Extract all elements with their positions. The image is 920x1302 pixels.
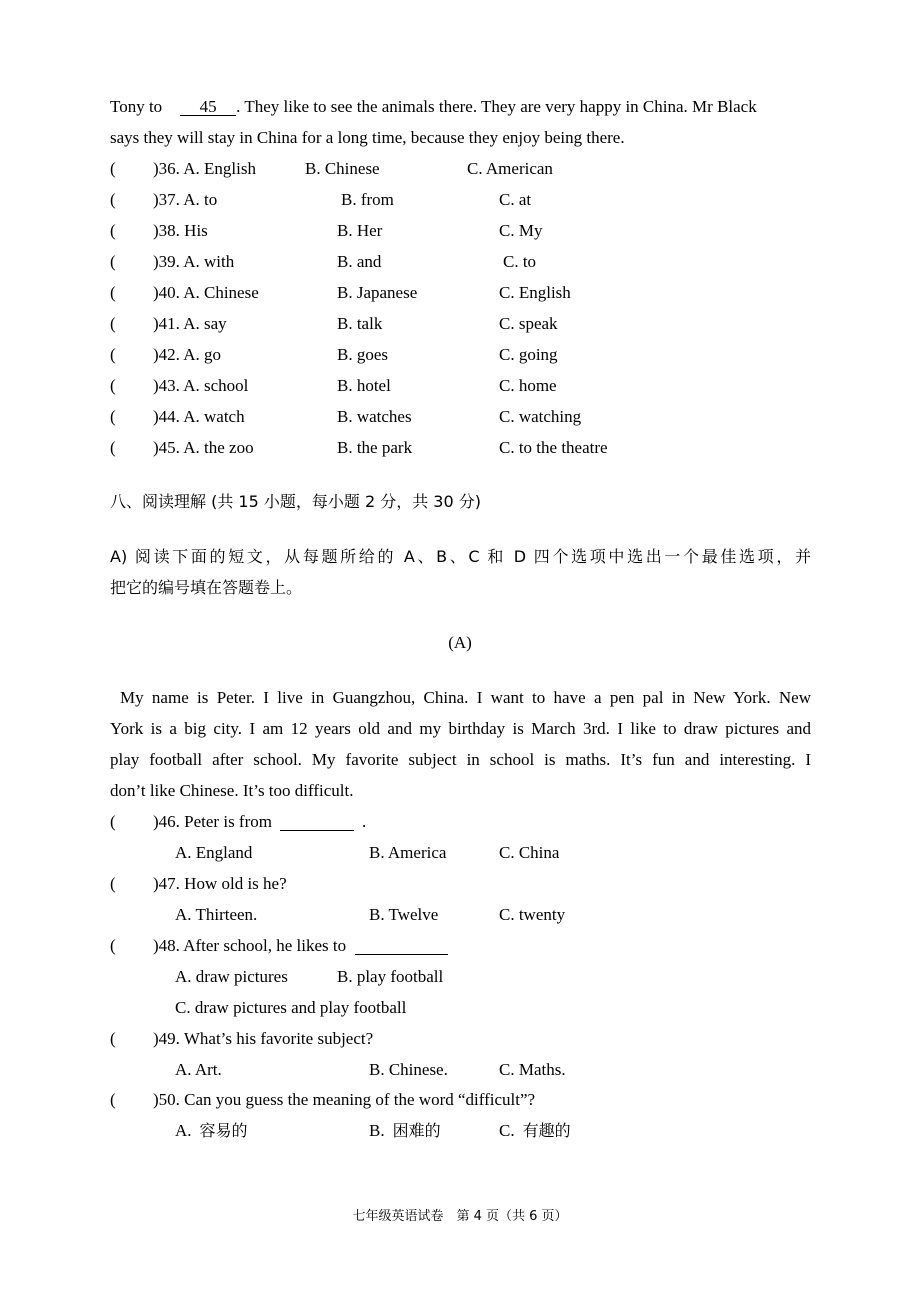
instruction-line-2: 把它的编号填在答题卷上。	[110, 578, 303, 597]
answer-paren: (	[110, 221, 116, 240]
question-45-b: B. the park	[337, 438, 413, 457]
question-37-b: B. from	[341, 190, 394, 209]
question-38-c: C. My	[499, 221, 543, 240]
answer-paren: (	[110, 438, 116, 457]
question-42-c: C. going	[499, 345, 558, 364]
answer-paren: (	[110, 874, 116, 893]
question-47-stem: )47. How old is he?	[153, 874, 287, 893]
answer-paren: (	[110, 345, 116, 364]
question-46-text: )46. Peter is from	[153, 812, 272, 831]
question-49-c: C. Maths.	[499, 1060, 566, 1079]
question-44-c: C. watching	[499, 407, 582, 426]
question-39-c: C. to	[503, 252, 537, 271]
question-43-c: C. home	[499, 376, 557, 395]
answer-paren: (	[110, 252, 116, 271]
question-39-b: B. and	[337, 252, 382, 271]
answer-paren: (	[110, 812, 116, 831]
question-50-c	[499, 1121, 571, 1141]
answer-paren: (	[110, 376, 116, 395]
answer-paren: (	[110, 936, 116, 955]
question-48-b: B. play football	[337, 967, 444, 986]
answer-paren: (	[110, 159, 116, 178]
question-48-a: A. draw pictures	[175, 967, 288, 986]
question-39-a: )39. A. with	[153, 252, 235, 271]
question-41-a: )41. A. say	[153, 314, 227, 333]
answer-paren: (	[110, 314, 116, 333]
question-50-stem: )50. Can you guess the meaning of the word “difficult”?	[153, 1090, 536, 1109]
question-45-a: )45. A. the zoo	[153, 438, 254, 457]
question-38-a: )38. His	[153, 221, 208, 240]
question-40-c: C. English	[499, 283, 571, 302]
passage-line-4: don’t like Chinese. It’s too difficult.	[110, 781, 354, 800]
question-42-a: )42. A. go	[153, 345, 221, 364]
cloze-blank-45: 45	[180, 98, 236, 116]
question-48-c: C. draw pictures and play football	[175, 998, 407, 1017]
cloze-passage-line-1	[110, 97, 757, 117]
passage-line-3: play football after school. My favorite subject in school is maths. It’s fun and interesting. I	[110, 750, 811, 769]
question-46-b: B. America	[369, 843, 447, 862]
question-41-b: B. talk	[337, 314, 383, 333]
cloze-line1-prefix: Tony to	[110, 97, 163, 116]
question-43-a: )43. A. school	[153, 376, 249, 395]
question-45-c: C. to the theatre	[499, 438, 608, 457]
question-43-b: B. hotel	[337, 376, 391, 395]
answer-blank	[355, 937, 448, 955]
question-41-c: C. speak	[499, 314, 558, 333]
question-50-b	[369, 1121, 441, 1141]
answer-paren: (	[110, 283, 116, 302]
question-50-a	[175, 1121, 248, 1141]
question-36-c: C. American	[467, 159, 553, 178]
option-text: 容易的	[199, 1121, 248, 1140]
question-36-b: B. Chinese	[305, 159, 380, 178]
question-46-stem	[153, 812, 366, 832]
option-letter: A.	[175, 1121, 192, 1140]
question-48-stem	[153, 936, 448, 956]
answer-blank	[280, 813, 354, 831]
question-47-a: A. Thirteen.	[175, 905, 258, 924]
question-47-b: B. Twelve	[369, 905, 439, 924]
option-text: 有趣的	[522, 1121, 571, 1140]
section-heading: 八、阅读理解 (共 15 小题，每小题 2 分，共 30 分)	[110, 492, 481, 511]
question-37-a: )37. A. to	[153, 190, 218, 209]
passage-label: (A)	[448, 633, 472, 652]
question-47-c: C. twenty	[499, 905, 566, 924]
instruction-line-1: A) 阅读下面的短文，从每题所给的 A、B、C 和 D 四个选项中选出一个最佳选项，并	[110, 547, 811, 566]
question-48-text: )48. After school, he likes to	[153, 936, 347, 955]
option-letter: C.	[499, 1121, 515, 1140]
passage-line-2: York is a big city. I am 12 years old and my birthday is March 3rd. I like to draw pictures and	[110, 719, 811, 738]
question-49-b: B. Chinese.	[369, 1060, 448, 1079]
question-46-a: A. England	[175, 843, 253, 862]
answer-paren: (	[110, 1029, 116, 1048]
question-40-a: )40. A. Chinese	[153, 283, 259, 302]
question-49-stem: )49. What’s his favorite subject?	[153, 1029, 374, 1048]
answer-paren: (	[110, 190, 116, 209]
question-40-b: B. Japanese	[337, 283, 418, 302]
question-37-c: C. at	[499, 190, 532, 209]
option-letter: B.	[369, 1121, 385, 1140]
answer-paren: (	[110, 1090, 116, 1109]
cloze-passage-line-2: says they will stay in China for a long time, because they enjoy being there.	[110, 128, 625, 147]
question-46-c: C. China	[499, 843, 560, 862]
question-46-period: .	[361, 812, 367, 831]
question-44-b: B. watches	[337, 407, 412, 426]
passage-line-1: My name is Peter. I live in Guangzhou, China. I want to have a pen pal in New York. New	[120, 688, 811, 707]
page-footer: 七年级英语试卷 第 4 页（共 6 页）	[352, 1209, 568, 1224]
question-49-a: A. Art.	[175, 1060, 222, 1079]
answer-paren: (	[110, 407, 116, 426]
question-38-b: B. Her	[337, 221, 383, 240]
option-text: 困难的	[392, 1121, 441, 1140]
question-44-a: )44. A. watch	[153, 407, 245, 426]
question-42-b: B. goes	[337, 345, 388, 364]
cloze-line1-suffix: . They like to see the animals there. They are very happy in China. Mr Black	[236, 97, 757, 116]
question-36-a: )36. A. English	[153, 159, 256, 178]
